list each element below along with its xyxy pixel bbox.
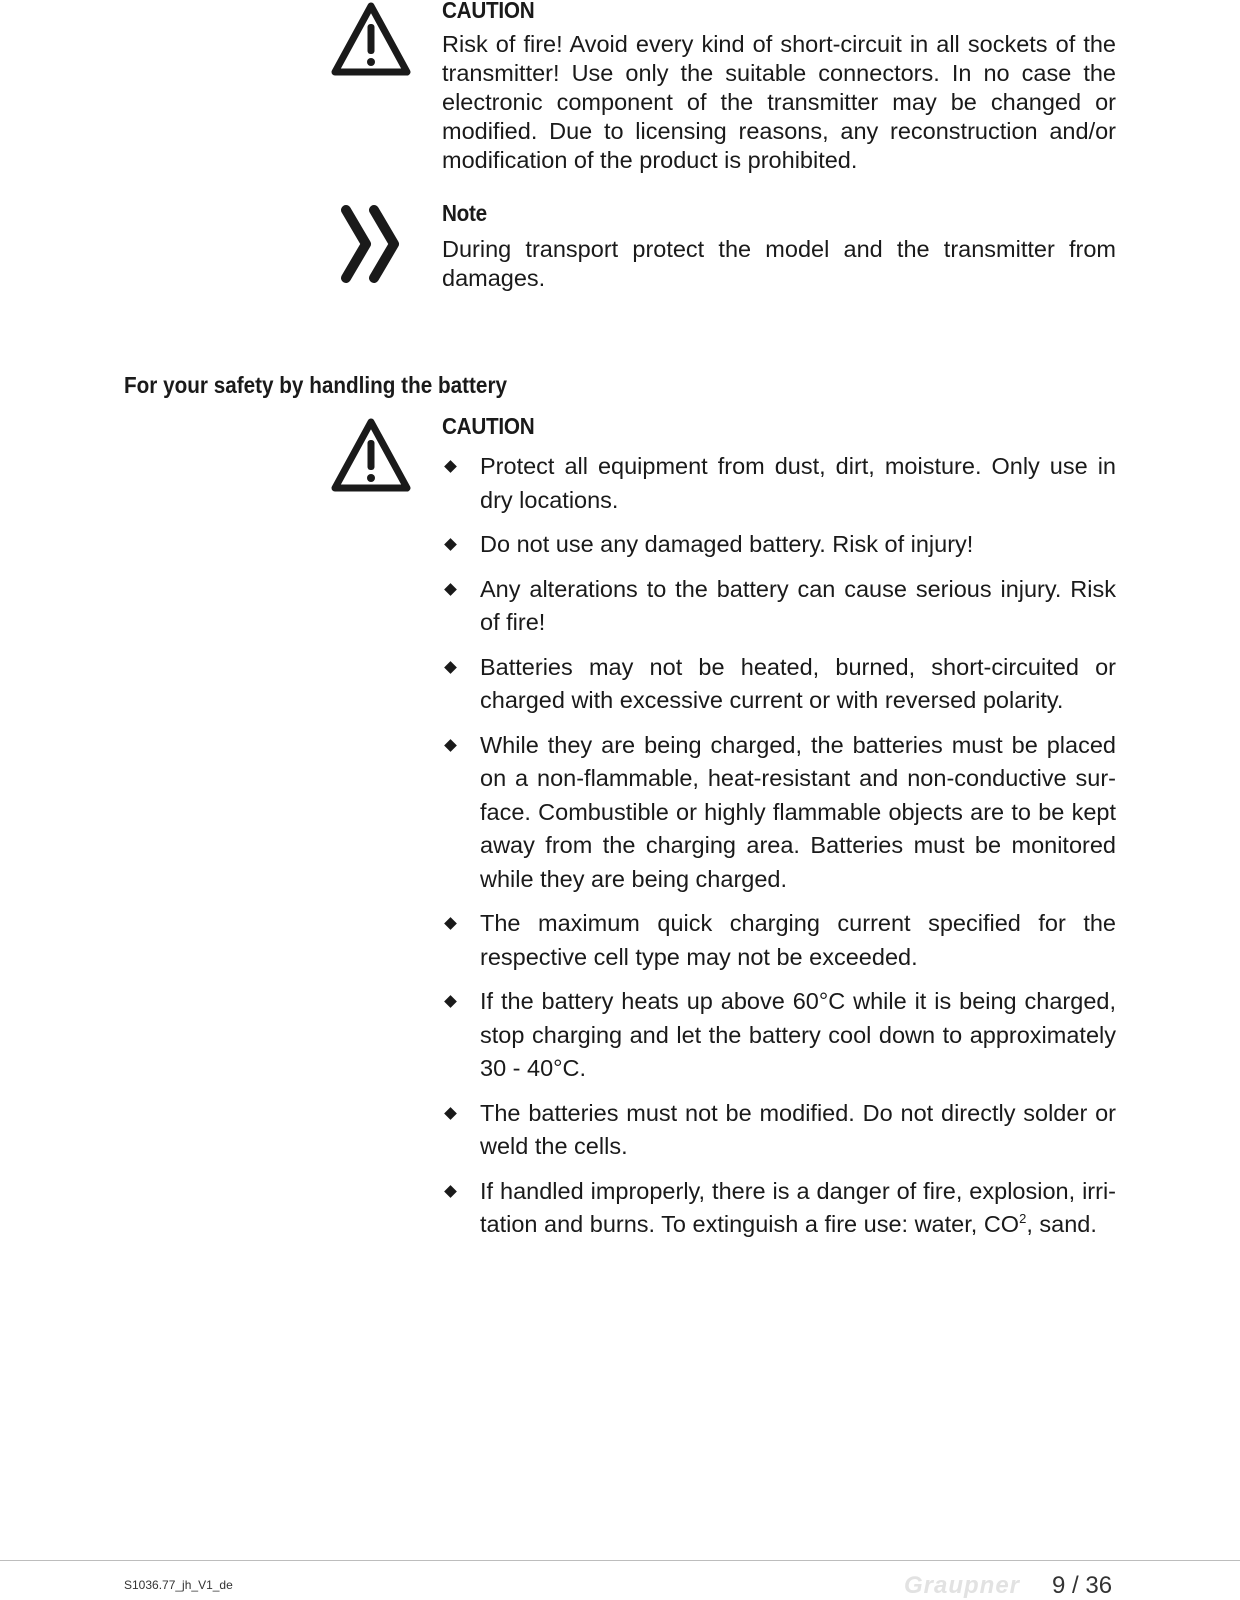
bullet-diamond-icon <box>444 1107 457 1120</box>
bullet-diamond-icon <box>444 460 457 473</box>
bullet-diamond-icon <box>444 583 457 596</box>
battery-caution-list <box>442 450 1116 1253</box>
double-chevron-icon <box>332 202 416 286</box>
bullet-diamond-icon <box>444 917 457 930</box>
list-item: The maximum quick charging current specified for the respective cell type may not be exceeded. <box>442 907 1116 974</box>
caution-title: CAUTION <box>442 0 535 23</box>
list-item: The batteries must not be modified. Do not directly solder or weld the cells. <box>442 1097 1116 1164</box>
bullet-diamond-icon <box>444 995 457 1008</box>
bullet-diamond-icon <box>444 538 457 551</box>
brand-logo: Graupner <box>904 1572 1021 1599</box>
list-item: Do not use any damaged battery. Risk of injury! <box>442 528 1116 562</box>
bullet-diamond-icon <box>444 1185 457 1198</box>
list-item: Protect all equipment from dust, dirt, moisture. Only use in dry locations. <box>442 450 1116 517</box>
footer-doc-code: S1036.77_jh_V1_de <box>124 1578 233 1592</box>
list-item: Any alterations to the battery can cause serious injury. Risk of fire! <box>442 573 1116 640</box>
list-item: While they are being charged, the batteries must be placed on a non-flammable, heat-resistant and non-conductive surface. Combustible or highly flammable objects are to be kept away from the charging area. Batteries must be monitored while they are being charged. <box>442 729 1116 897</box>
footer-divider <box>0 1560 1240 1561</box>
list-item: If the battery heats up above 60°C while it is being charged, stop charging and let the battery cool down to approximately 30 - 40°C. <box>442 985 1116 1086</box>
bullet-diamond-icon <box>444 739 457 752</box>
warning-triangle-icon <box>329 416 413 500</box>
page-number: 9 / 36 <box>1052 1572 1113 1599</box>
battery-caution-title: CAUTION <box>442 413 535 439</box>
bullet-diamond-icon <box>444 661 457 674</box>
list-item: Batteries may not be heated, burned, short-circuited or charged with excessive current or with reversed polarity. <box>442 651 1116 718</box>
list-item: If handled improperly, there is a danger of fire, explosion, irritation and burns. To extinguish a fire use: water, $CO^2$, sand. <box>442 1175 1116 1242</box>
note-text: During transport protect the model and the transmitter from damages. <box>442 236 1116 291</box>
warning-triangle-icon <box>329 0 413 84</box>
section-heading: For your safety by handling the battery <box>124 372 508 398</box>
caution-text: Risk of fire! Avoid every kind of short-circuit in all sockets of the transmitter! Use only the suitable connectors. In no case the electronic component of the transmitter may be changed or modified. Due to licensing reasons, any reconstruction and/or modification of the product is prohibited. <box>442 31 1116 173</box>
note-title: Note <box>442 200 487 226</box>
